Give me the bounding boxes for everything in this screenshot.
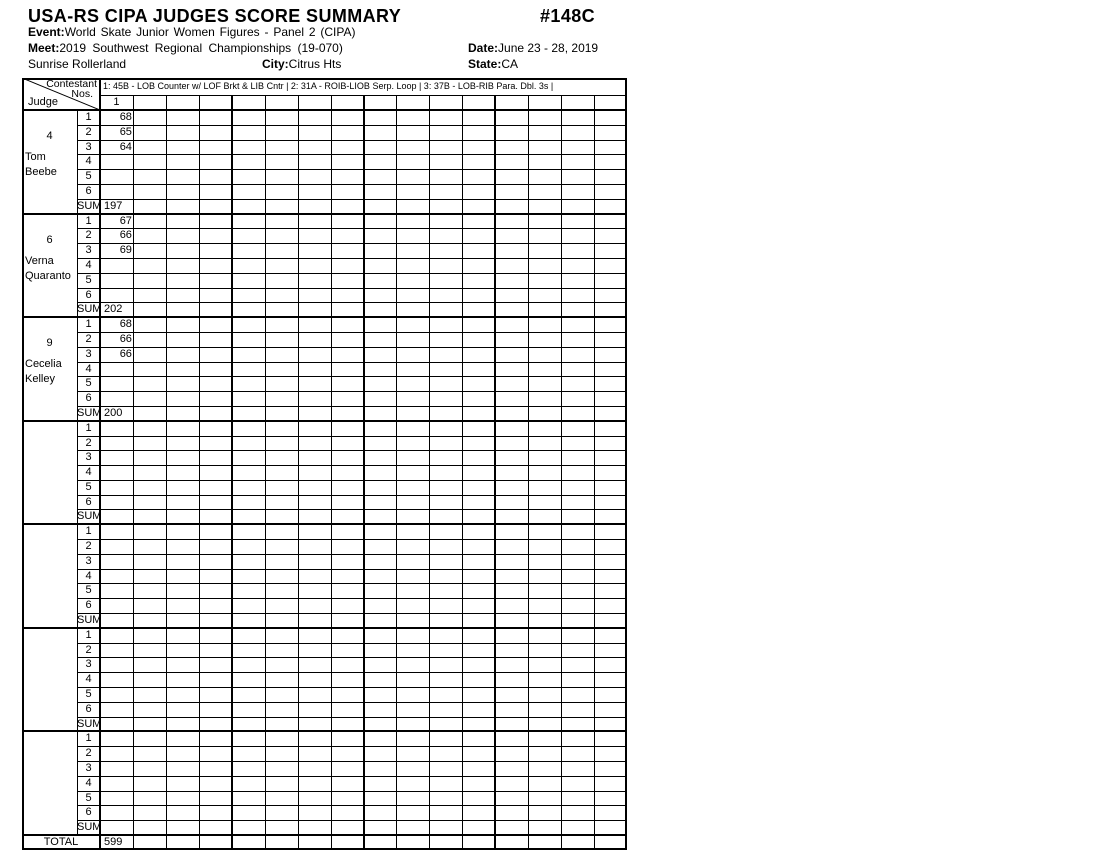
row-label: 5: [85, 791, 92, 804]
corner-contestant-label: Contestant: [46, 78, 97, 90]
row-divider: [77, 184, 627, 185]
city-value: Citrus Hts: [288, 57, 342, 71]
row-divider: [77, 465, 627, 466]
group-divider: [231, 95, 233, 850]
column-divider: [331, 95, 332, 850]
venue: Sunrise Rollerland: [28, 57, 127, 71]
row-label: 5: [85, 584, 92, 597]
row-label: 2: [85, 332, 92, 345]
row-label: 4: [85, 673, 92, 686]
row-label: 3: [85, 140, 92, 153]
column-divider: [265, 95, 266, 850]
corner-judge-label: Judge: [28, 96, 58, 108]
judge-name: Beebe: [25, 166, 57, 178]
row-label: SUM: [77, 614, 102, 627]
row-label: 4: [85, 362, 92, 375]
corner-nos-label: Nos.: [71, 88, 93, 100]
row-label: 5: [85, 273, 92, 286]
row-label: 3: [85, 244, 92, 257]
block-divider: [22, 730, 627, 732]
row-divider: [77, 391, 627, 392]
row-label: 5: [85, 170, 92, 183]
city-line: [262, 57, 341, 71]
score-cell: 67: [119, 214, 132, 227]
row-label: 6: [85, 495, 92, 508]
score-cell: 68: [119, 111, 132, 123]
row-label: 2: [85, 643, 92, 656]
row-divider: [77, 583, 627, 584]
row-divider: [77, 643, 627, 644]
form-number: #148C: [540, 6, 596, 26]
block-divider: [22, 523, 627, 525]
table-border-left: [22, 78, 24, 850]
event-value: World Skate Junior Women Figures - Panel 2 (CIPA): [64, 25, 356, 39]
row-divider: [77, 154, 627, 155]
event-line: [28, 25, 355, 39]
column-divider: [298, 95, 299, 850]
date-line: [468, 41, 598, 55]
row-label: 2: [85, 229, 92, 242]
row-divider: [77, 450, 627, 451]
row-label: 3: [85, 451, 92, 464]
row-label: SUM: [77, 303, 102, 316]
judge-number: 9: [46, 337, 53, 350]
row-label: 1: [85, 421, 92, 434]
row-label: 1: [85, 318, 92, 331]
row-label: 1: [85, 628, 92, 641]
row-divider: [77, 273, 627, 274]
row-divider: [77, 687, 627, 688]
row-divider: [77, 598, 627, 599]
row-label: 6: [85, 184, 92, 197]
event-label: Event:: [28, 25, 65, 39]
column-divider: [199, 95, 200, 850]
judge-number: 6: [46, 233, 53, 246]
row-label: SUM: [77, 717, 102, 730]
row-label: SUM: [77, 199, 102, 212]
row-divider: [77, 347, 627, 348]
row-divider: [77, 613, 627, 614]
row-label: SUM: [77, 510, 102, 523]
date-label: Date:: [468, 41, 499, 55]
score-cell: 65: [119, 125, 132, 138]
row-divider: [77, 288, 627, 289]
meet-value: 2019 Southwest Regional Championships (19-070): [59, 41, 343, 55]
sum-cell: 200: [104, 406, 123, 419]
row-divider: [77, 480, 627, 481]
row-divider: [77, 362, 627, 363]
score-cell: 64: [119, 140, 132, 153]
row-label: 4: [85, 776, 92, 789]
block-divider: [22, 627, 627, 629]
score-cell: 68: [119, 318, 132, 331]
row-label: 3: [85, 347, 92, 360]
row-label: 5: [85, 377, 92, 390]
row-divider: [77, 228, 627, 229]
row-label: SUM: [77, 821, 102, 834]
state-line: [468, 57, 518, 71]
row-divider: [77, 376, 627, 377]
page-title: USA-RS CIPA JUDGES SCORE SUMMARY: [28, 6, 402, 26]
city-label: City:: [262, 57, 289, 71]
judge-name: Kelley: [25, 373, 55, 386]
group-divider: [363, 95, 365, 850]
score-table: [22, 78, 627, 850]
row-label: 2: [85, 125, 92, 138]
row-divider: [77, 820, 627, 821]
row-label: 6: [85, 702, 92, 715]
row-divider: [77, 169, 627, 170]
row-label: 4: [85, 155, 92, 168]
column-divider: [528, 95, 529, 850]
row-divider: [77, 569, 627, 570]
row-label: 2: [85, 540, 92, 553]
column-divider: [429, 95, 430, 850]
state-value: CA: [501, 57, 519, 71]
contestant-number: 1: [113, 96, 120, 108]
row-divider: [77, 436, 627, 437]
date-value: June 23 - 28, 2019: [498, 41, 599, 55]
row-label: 1: [85, 732, 92, 745]
row-divider: [77, 243, 627, 244]
row-divider: [77, 761, 627, 762]
row-label: 3: [85, 658, 92, 671]
row-divider: [77, 702, 627, 703]
row-label: 2: [85, 436, 92, 449]
sum-cell: 197: [104, 199, 123, 212]
row-divider: [77, 302, 627, 303]
row-divider: [77, 746, 627, 747]
column-divider: [462, 95, 463, 850]
row-divider: [77, 805, 627, 806]
row-divider: [77, 495, 627, 496]
row-divider: [77, 776, 627, 777]
score-cell: 69: [119, 244, 132, 257]
row-label: 5: [85, 480, 92, 493]
column-divider: [594, 95, 595, 850]
row-label: 6: [85, 392, 92, 405]
row-label: 4: [85, 466, 92, 479]
row-label: 5: [85, 688, 92, 701]
column-divider: [396, 95, 397, 850]
row-divider: [77, 717, 627, 718]
row-divider: [77, 258, 627, 259]
judge-name: Verna: [25, 254, 54, 267]
score-cell: 66: [119, 332, 132, 345]
table-border-right: [625, 78, 627, 850]
row-label: 4: [85, 569, 92, 582]
row-label: 3: [85, 554, 92, 567]
sum-cell: 202: [104, 303, 123, 316]
row-label: 1: [85, 214, 92, 227]
figures-header: 1: 45B - LOB Counter w/ LOF Brkt & LIB Cntr | 2: 31A - ROIB-LIOB Serp. Loop | 3: 37B - LOB-RIB Para. Dbl. 3s |: [103, 81, 554, 91]
meet-line: [28, 41, 343, 55]
row-label: 6: [85, 599, 92, 612]
row-label: 2: [85, 747, 92, 760]
row-label: 1: [85, 525, 92, 538]
state-label: State:: [468, 57, 502, 71]
judge-name: Cecelia: [25, 358, 62, 371]
column-divider: [166, 95, 167, 850]
row-label: 4: [85, 258, 92, 271]
row-divider: [77, 539, 627, 540]
row-divider: [77, 199, 627, 200]
group-divider: [494, 95, 496, 850]
row-label: 6: [85, 806, 92, 819]
row-divider: [77, 125, 627, 126]
row-divider: [77, 332, 627, 333]
score-cell: 66: [119, 347, 132, 360]
judge-number: 4: [46, 130, 53, 142]
row-divider: [77, 140, 627, 141]
score-cell: 66: [119, 229, 132, 242]
judge-name: Tom: [25, 151, 46, 163]
row-divider: [77, 672, 627, 673]
row-label: 3: [85, 762, 92, 775]
row-divider: [77, 509, 627, 510]
column-divider: [561, 95, 562, 850]
row-divider: [77, 791, 627, 792]
row-label: SUM: [77, 406, 102, 419]
total-value: 599: [104, 836, 123, 848]
meet-label: Meet:: [28, 41, 60, 55]
row-label: 1: [85, 111, 92, 123]
row-label: 6: [85, 288, 92, 301]
judge-name: Quaranto: [25, 269, 71, 282]
row-divider: [77, 406, 627, 407]
row-divider: [77, 657, 627, 658]
row-divider: [77, 554, 627, 555]
total-label: TOTAL: [43, 836, 79, 848]
figures-row-divider: [100, 95, 627, 96]
